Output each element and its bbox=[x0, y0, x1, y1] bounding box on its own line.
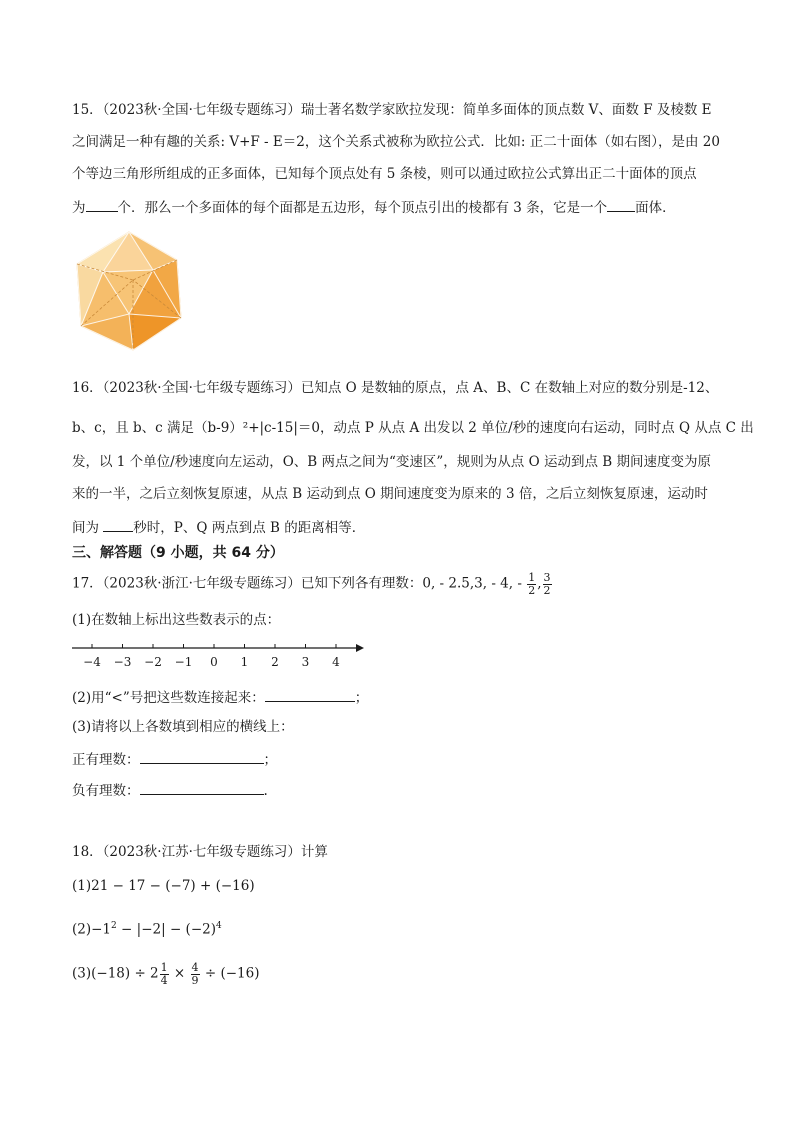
q15-line1: 15．（2023秋·全国·七年级专题练习）瑞士著名数学家欧拉发现：简单多面体的顶点数 V、面数 F 及棱数 E bbox=[72, 102, 712, 118]
number-line-tick-label: −3 bbox=[113, 655, 132, 669]
negative-end: . bbox=[263, 783, 268, 799]
q18-expr2 bbox=[72, 922, 222, 937]
expr3-part-c: ÷ (−16) bbox=[200, 965, 260, 982]
number-line-tick-label: 1 bbox=[240, 655, 249, 669]
q17-intro-text: 17．（2023秋·浙江·七年级专题练习）已知下列各有理数：0, - 2.5,3, - 4, - bbox=[72, 575, 522, 592]
icosahedron-figure bbox=[73, 230, 185, 352]
q15-line4-c: 面体． bbox=[635, 200, 676, 216]
q17-fraction-2 bbox=[543, 572, 552, 596]
frac-denominator: 4 bbox=[160, 973, 168, 987]
q17-intro: 17．（2023秋·浙江·七年级专题练习）已知下列各有理数：0, - 2.5,3, - 4, - $\frac{1}{2}$ , $\frac{3}{2}$ bbox=[72, 571, 551, 597]
q17-part2 bbox=[72, 690, 368, 706]
number-line-tick-label: 2 bbox=[271, 655, 279, 669]
q17-positive bbox=[72, 752, 277, 768]
expr2-part-a: (2)−1 bbox=[72, 921, 112, 938]
number-line-arrow bbox=[356, 644, 364, 652]
q16-line5 bbox=[72, 520, 365, 536]
q16-blank-time[interactable] bbox=[103, 520, 133, 532]
q17-fraction-1 bbox=[527, 572, 536, 596]
q17-part3: (3)请将以上各数填到相应的横线上： bbox=[72, 719, 294, 735]
number-line[interactable] bbox=[70, 636, 370, 672]
expr2-exponent-2: 4 bbox=[216, 921, 222, 931]
frac-denominator: 2 bbox=[543, 583, 551, 597]
section-heading: 三、解答题（9 小题，共 64 分） bbox=[72, 545, 284, 561]
number-line-tick-label: −4 bbox=[83, 655, 101, 669]
q17-negative bbox=[72, 783, 268, 799]
q18-expr3 bbox=[72, 962, 259, 986]
q17-blank-order[interactable] bbox=[265, 690, 355, 702]
q15-line3: 个等边三角形所组成的正多面体，已知每个顶点处有 5 条棱，则可以通过欧拉公式算出正二十面体的顶点 bbox=[72, 166, 697, 182]
number-line-tick-label: −2 bbox=[144, 655, 162, 669]
q16-line4: 来的一半，之后立刻恢复原速，从点 B 运动到点 O 期间速度变为原来的 3 倍，之后立刻恢复原速，运动时 bbox=[72, 486, 708, 502]
q18-intro: 18．（2023秋·江苏·七年级专题练习）计算 bbox=[72, 844, 328, 860]
number-line-tick-label: −1 bbox=[174, 655, 193, 669]
q15-blank-vertices[interactable] bbox=[86, 200, 118, 212]
q15-line4-a: 为 bbox=[72, 200, 86, 216]
q16-line1: 16．（2023秋·全国·七年级专题练习）已知点 O 是数轴的原点，点 A、B、C 在数轴上对应的数分别是-12、 bbox=[72, 380, 719, 396]
q15-line4 bbox=[72, 200, 676, 216]
expr3-fraction-1 bbox=[160, 962, 169, 986]
number-line-tick-label: 4 bbox=[332, 655, 340, 669]
q15-line2: 之间满足一种有趣的关系: V+F - E＝2，这个关系式被称为欧拉公式．比如: 正二十面体（如右图），是由 20 bbox=[72, 134, 720, 150]
q17-blank-negative[interactable] bbox=[140, 783, 264, 795]
q16-line5-b: 秒时，P、Q 两点到点 B 的距离相等． bbox=[133, 520, 366, 536]
number-line-tick-label: 3 bbox=[301, 655, 310, 669]
frac-numerator: 3 bbox=[543, 571, 551, 584]
q17-part1: (1)在数轴上标出这些数表示的点： bbox=[72, 612, 281, 628]
q17-part2-text: (2)用“<”号把这些数连接起来： bbox=[72, 690, 265, 706]
expr3-fraction-2 bbox=[191, 962, 200, 986]
q15-line4-b: 个．那么一个多面体的每个面都是五边形，每个顶点引出的棱都有 3 条，它是一个 bbox=[117, 200, 608, 216]
expr2-exponent-1: 2 bbox=[111, 921, 117, 931]
expr3-part-a: (3)(−18) ÷ 2 bbox=[72, 965, 159, 982]
q15-blank-faces[interactable] bbox=[607, 200, 635, 212]
frac-numerator: 1 bbox=[528, 571, 536, 584]
frac-numerator: 4 bbox=[191, 961, 199, 974]
q17-blank-positive[interactable] bbox=[140, 752, 264, 764]
number-line-tick-label: 0 bbox=[210, 655, 218, 669]
q18-expr1: (1)21 − 17 − (−7) + (−16) bbox=[72, 878, 255, 894]
q17-part2-end: ； bbox=[354, 690, 369, 706]
expr3-part-b: × bbox=[169, 965, 190, 982]
q16-line5-a: 间为 bbox=[72, 520, 99, 536]
positive-label: 正有理数： bbox=[72, 752, 140, 768]
frac-denominator: 9 bbox=[191, 973, 199, 987]
negative-label: 负有理数： bbox=[72, 783, 140, 799]
positive-end: ； bbox=[263, 752, 277, 768]
frac-numerator: 1 bbox=[160, 961, 168, 974]
expr2-part-b: − |−2| − (−2) bbox=[116, 921, 216, 938]
q16-line2: b、c，且 b、c 满足（b-9）²+|c-15|＝0，动点 P 从点 A 出发以 2 单位/秒的速度向右运动，同时点 Q 从点 C 出 bbox=[72, 420, 754, 436]
frac-denominator: 2 bbox=[528, 583, 536, 597]
q16-line3: 发，以 1 个单位/秒速度向左运动，O、B 两点之间为“变速区”，规则为从点 O 运动到点 B 期间速度变为原 bbox=[72, 454, 711, 470]
